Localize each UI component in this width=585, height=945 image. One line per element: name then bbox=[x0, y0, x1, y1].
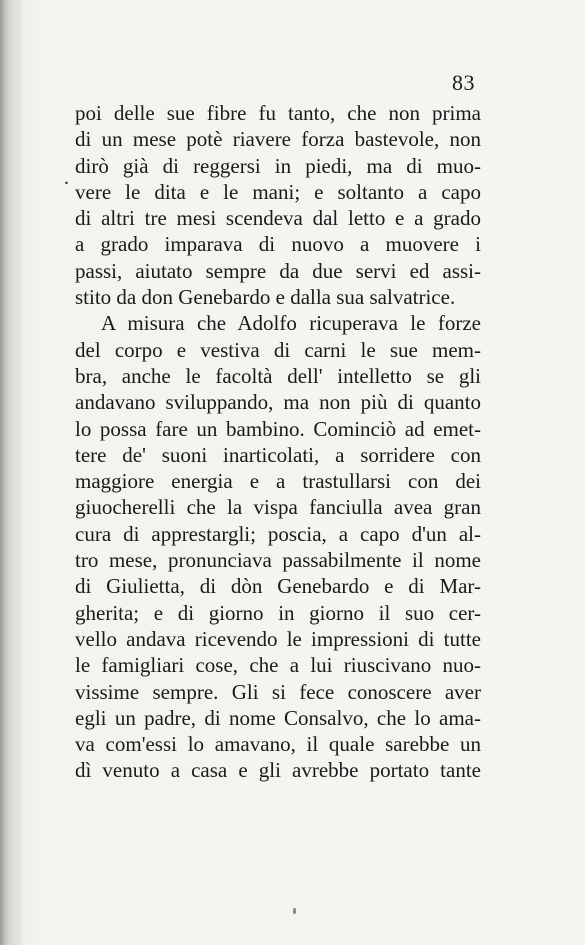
text-line: cura di apprestargli; poscia, a capo d'un al- bbox=[75, 521, 481, 546]
text-line: va com'essi lo amavano, il quale sarebbe un bbox=[75, 732, 481, 757]
ink-speck bbox=[293, 908, 296, 914]
text-line: dirò già di reggersi in piedi, ma di muo- bbox=[75, 153, 481, 178]
text-line: A misura che Adolfo ricuperava le forze bbox=[101, 311, 481, 336]
text-line: vello andava ricevendo le impressioni di tutte bbox=[75, 626, 481, 651]
text-line: le famigliari cose, che a lui riuscivano nuo- bbox=[75, 653, 481, 678]
text-line: egli un padre, di nome Consalvo, che lo ama- bbox=[75, 705, 481, 730]
text-line: di un mese potè riavere forza bastevole, non bbox=[75, 127, 481, 152]
text-line: bra, anche le facoltà dell' intelletto se gli bbox=[75, 363, 481, 388]
text-line: a grado imparava di nuovo a muovere i bbox=[75, 232, 481, 257]
binding-edge bbox=[0, 0, 22, 945]
text-line: di altri tre mesi scendeva dal letto e a grado bbox=[75, 206, 481, 231]
text-line: maggiore energia e a trastullarsi con dei bbox=[75, 469, 481, 494]
text-line: lo possa fare un bambino. Cominciò ad emet- bbox=[75, 416, 481, 441]
text-line: stito da don Genebardo e dalla sua salvatrice. bbox=[75, 285, 456, 310]
text-line: giuocherelli che la vispa fanciulla avea gran bbox=[75, 495, 481, 520]
text-line: di Giulietta, di dòn Genebardo e di Mar- bbox=[75, 574, 481, 599]
text-line: passi, aiutato sempre da due servi ed assi- bbox=[75, 258, 481, 283]
margin-mark: . bbox=[64, 167, 69, 189]
text-line: andavano sviluppando, ma non più di quanto bbox=[75, 390, 481, 415]
text-line: tro mese, pronunciava passabilmente il nome bbox=[75, 548, 481, 573]
text-line: gherita; e di giorno in giorno il suo cer- bbox=[75, 600, 481, 625]
text-line: del corpo e vestiva di carni le sue mem- bbox=[75, 337, 481, 362]
text-line: dì venuto a casa e gli avrebbe portato tante bbox=[75, 758, 481, 783]
text-line: poi delle sue fibre fu tanto, che non prima bbox=[75, 101, 481, 125]
page-number: 83 bbox=[452, 70, 475, 95]
text-line: vissime sempre. Gli si fece conoscere aver bbox=[75, 679, 481, 704]
body-text bbox=[75, 100, 481, 784]
text-line: tere de' suoni inarticolati, a sorridere con bbox=[75, 442, 481, 467]
text-line: vere le dita e le mani; e soltanto a capo bbox=[75, 179, 481, 204]
